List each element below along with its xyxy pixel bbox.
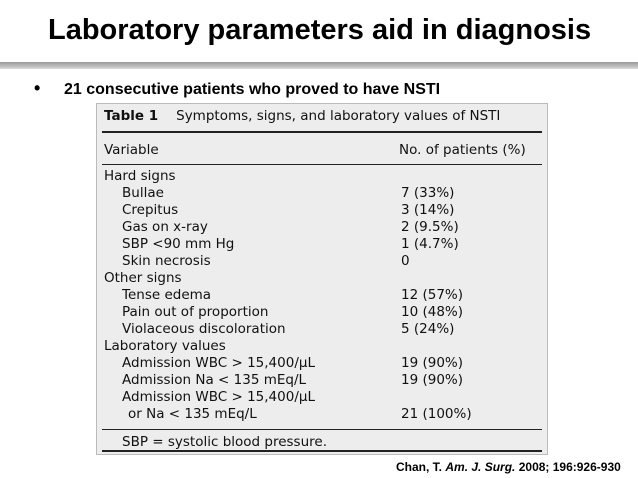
table-bottom-rule (102, 450, 542, 452)
row-label: Bullae (122, 185, 164, 201)
row-value: 19 (90%) (401, 355, 464, 371)
row-value: 0 (401, 253, 410, 269)
row-value: 1 (4.7%) (401, 236, 459, 252)
row-value: 12 (57%) (401, 287, 464, 303)
table-row (97, 321, 547, 338)
row-label: Admission WBC > 15,400/μL (122, 355, 315, 371)
slide-title: Laboratory parameters aid in diagnosis (48, 14, 592, 46)
row-label: Admission WBC > 15,400/μL (122, 389, 315, 405)
row-label: Crepitus (122, 202, 179, 218)
row-label: SBP <90 mm Hg (122, 236, 235, 252)
table-image (96, 103, 548, 455)
row-label: Other signs (104, 270, 182, 286)
table-row (97, 389, 547, 406)
citation-details: 2008; 196:926-930 (518, 460, 621, 474)
table-row (97, 338, 547, 355)
table-row (97, 253, 547, 270)
row-value: 19 (90%) (401, 372, 464, 388)
table-row (97, 185, 547, 202)
table-row (97, 219, 547, 236)
row-label: Hard signs (104, 168, 176, 184)
table-caption (104, 108, 500, 124)
row-value: 2 (9.5%) (401, 219, 459, 235)
row-label: Tense edema (122, 287, 212, 303)
citation (396, 460, 621, 474)
row-value: 7 (33%) (401, 185, 455, 201)
table-row (97, 202, 547, 219)
row-value: 3 (14%) (401, 202, 455, 218)
bullet-icon: • (34, 78, 41, 98)
table-row (97, 406, 547, 423)
row-value: 10 (48%) (401, 304, 464, 320)
header-rule (102, 164, 542, 165)
row-label: Gas on x-ray (122, 219, 208, 235)
table-row (97, 372, 547, 389)
table-row (97, 355, 547, 372)
table-row (97, 168, 547, 185)
table-top-rule (102, 131, 542, 133)
row-label: Laboratory values (104, 338, 226, 354)
row-label: or Na < 135 mEq/L (128, 406, 257, 422)
row-label: Skin necrosis (122, 253, 211, 269)
table-row (97, 270, 547, 287)
table-footnote: SBP = systolic blood pressure. (122, 434, 327, 450)
title-divider (0, 62, 638, 69)
table-row (97, 304, 547, 321)
table-row (97, 287, 547, 304)
footnote-rule (102, 429, 542, 430)
row-label: Violaceous discoloration (122, 321, 286, 337)
bullet-item (34, 78, 440, 99)
table-row (97, 236, 547, 253)
row-label: Pain out of proportion (122, 304, 269, 320)
citation-author: Chan, T. (396, 460, 443, 474)
table-caption-text: Symptoms, signs, and laboratory values of NSTI (176, 108, 501, 124)
row-value: 21 (100%) (401, 406, 472, 422)
column-header-patients: No. of patients (%) (399, 142, 526, 158)
row-value: 5 (24%) (401, 321, 455, 337)
column-header-variable: Variable (104, 142, 159, 158)
row-label: Admission Na < 135 mEq/L (122, 372, 307, 388)
bullet-text: 21 consecutive patients who proved to have NSTI (64, 81, 441, 98)
citation-journal: Am. J. Surg. (445, 460, 516, 474)
table-label: Table 1 (104, 108, 159, 124)
